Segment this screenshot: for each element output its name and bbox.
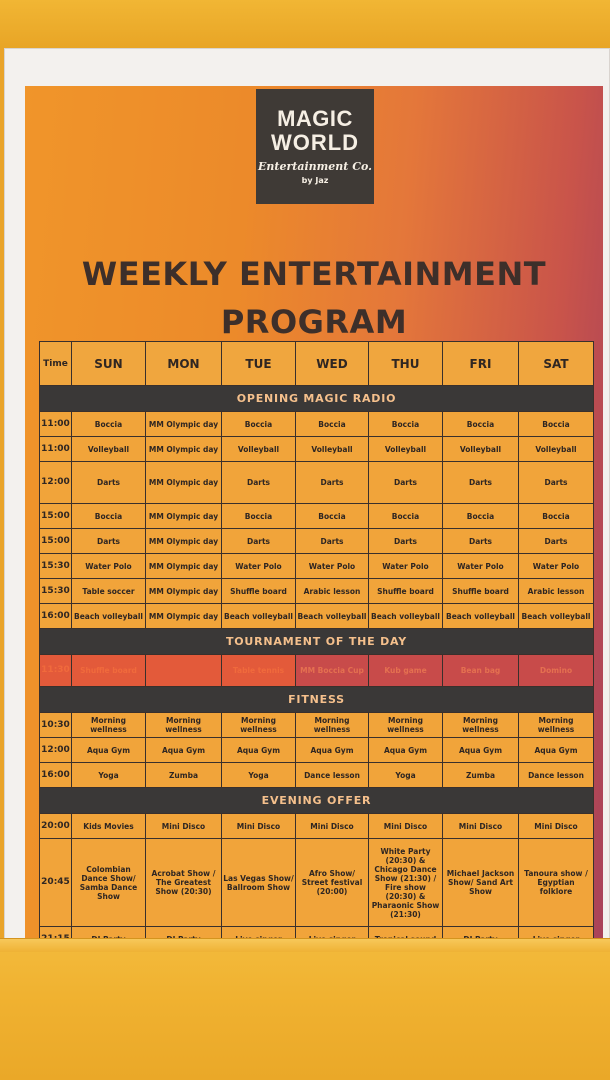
activity-cell: MM Olympic day bbox=[146, 412, 222, 437]
activity-cell: MM Olympic day bbox=[146, 579, 222, 604]
activity-cell: Darts bbox=[443, 462, 519, 504]
activity-cell: Tanoura show / Egyptian folklore bbox=[519, 839, 594, 927]
schedule-row bbox=[40, 839, 594, 927]
activity-cell: Aqua Gym bbox=[369, 738, 443, 763]
activity-cell: Darts bbox=[222, 529, 296, 554]
activity-cell: Water Polo bbox=[369, 554, 443, 579]
header-day: TUE bbox=[222, 342, 296, 386]
schedule-row bbox=[40, 655, 594, 687]
activity-cell: Mini Disco bbox=[222, 814, 296, 839]
activity-cell: Arabic lesson bbox=[296, 579, 369, 604]
activity-cell: Kub game bbox=[369, 655, 443, 687]
activity-cell: Beach volleyball bbox=[222, 604, 296, 629]
activity-cell: Arabic lesson bbox=[519, 579, 594, 604]
activity-cell: MM Olympic day bbox=[146, 554, 222, 579]
activity-cell: Mini Disco bbox=[519, 814, 594, 839]
activity-cell: Aqua Gym bbox=[146, 738, 222, 763]
activity-cell: Beach volleyball bbox=[519, 604, 594, 629]
time-cell: 16:00 bbox=[40, 763, 72, 788]
activity-cell: Yoga bbox=[222, 763, 296, 788]
activity-cell: Water Polo bbox=[443, 554, 519, 579]
time-cell: 11:00 bbox=[40, 412, 72, 437]
time-cell: 15:30 bbox=[40, 579, 72, 604]
activity-cell: MM Olympic day bbox=[146, 604, 222, 629]
schedule-row bbox=[40, 504, 594, 529]
section-header-row bbox=[40, 629, 594, 655]
activity-cell: Darts bbox=[443, 529, 519, 554]
activity-cell: Morning wellness bbox=[72, 713, 146, 738]
schedule-row bbox=[40, 713, 594, 738]
schedule-row bbox=[40, 738, 594, 763]
activity-cell: Michael Jackson Show/ Sand Art Show bbox=[443, 839, 519, 927]
activity-cell: Morning wellness bbox=[146, 713, 222, 738]
schedule-row bbox=[40, 814, 594, 839]
activity-cell: MM Olympic day bbox=[146, 504, 222, 529]
activity-cell: Aqua Gym bbox=[443, 738, 519, 763]
activity-cell: Kids Movies bbox=[72, 814, 146, 839]
activity-cell: MM Boccia Cup bbox=[296, 655, 369, 687]
schedule-row bbox=[40, 529, 594, 554]
activity-cell: Acrobat Show / The Greatest Show (20:30) bbox=[146, 839, 222, 927]
activity-cell: Morning wellness bbox=[296, 713, 369, 738]
activity-cell: Aqua Gym bbox=[296, 738, 369, 763]
activity-cell: Morning wellness bbox=[519, 713, 594, 738]
header-day: WED bbox=[296, 342, 369, 386]
activity-cell: Volleyball bbox=[222, 437, 296, 462]
activity-cell: Aqua Gym bbox=[72, 738, 146, 763]
activity-cell: Morning wellness bbox=[222, 713, 296, 738]
activity-cell: Boccia bbox=[222, 412, 296, 437]
activity-cell: Boccia bbox=[369, 412, 443, 437]
section-title: OPENING MAGIC RADIO bbox=[40, 386, 594, 412]
activity-cell: Mini Disco bbox=[443, 814, 519, 839]
activity-cell: Dance lesson bbox=[519, 763, 594, 788]
activity-cell: Boccia bbox=[369, 504, 443, 529]
activity-cell: Morning wellness bbox=[443, 713, 519, 738]
activity-cell: Darts bbox=[296, 462, 369, 504]
poster bbox=[25, 86, 603, 944]
activity-cell: Yoga bbox=[369, 763, 443, 788]
activity-cell: Aqua Gym bbox=[222, 738, 296, 763]
activity-cell: Zumba bbox=[443, 763, 519, 788]
header-day: FRI bbox=[443, 342, 519, 386]
logo-line-1: MAGIC bbox=[277, 106, 353, 131]
activity-cell: Colombian Dance Show/ Samba Dance Show bbox=[72, 839, 146, 927]
section-header-row bbox=[40, 788, 594, 814]
activity-cell: Mini Disco bbox=[296, 814, 369, 839]
activity-cell: Boccia bbox=[296, 412, 369, 437]
activity-cell: Darts bbox=[369, 529, 443, 554]
activity-cell: Aqua Gym bbox=[519, 738, 594, 763]
activity-cell: Yoga bbox=[72, 763, 146, 788]
activity-cell: Mini Disco bbox=[369, 814, 443, 839]
time-cell: 20:45 bbox=[40, 839, 72, 927]
activity-cell: Boccia bbox=[443, 504, 519, 529]
section-header-row bbox=[40, 687, 594, 713]
activity-cell: Table tennis bbox=[222, 655, 296, 687]
activity-cell: Boccia bbox=[222, 504, 296, 529]
activity-cell: Domino bbox=[519, 655, 594, 687]
activity-cell: Boccia bbox=[296, 504, 369, 529]
activity-cell: Water Polo bbox=[72, 554, 146, 579]
time-cell: 12:00 bbox=[40, 738, 72, 763]
schedule-row bbox=[40, 462, 594, 504]
activity-cell: Beach volleyball bbox=[296, 604, 369, 629]
activity-cell: Beach volleyball bbox=[443, 604, 519, 629]
activity-cell: Boccia bbox=[72, 504, 146, 529]
time-cell: 20:00 bbox=[40, 814, 72, 839]
activity-cell: Darts bbox=[72, 529, 146, 554]
activity-cell: Shuffle board bbox=[443, 579, 519, 604]
activity-cell: Shuffle board bbox=[72, 655, 146, 687]
activity-cell: Boccia bbox=[72, 412, 146, 437]
activity-cell: Boccia bbox=[519, 504, 594, 529]
activity-cell: Volleyball bbox=[296, 437, 369, 462]
schedule-row bbox=[40, 579, 594, 604]
activity-cell: Darts bbox=[222, 462, 296, 504]
schedule-row bbox=[40, 412, 594, 437]
header-day: THU bbox=[369, 342, 443, 386]
header-day: MON bbox=[146, 342, 222, 386]
activity-cell: Volleyball bbox=[72, 437, 146, 462]
activity-cell: Morning wellness bbox=[369, 713, 443, 738]
activity-cell: Shuffle board bbox=[222, 579, 296, 604]
time-cell: 15:00 bbox=[40, 504, 72, 529]
activity-cell: Darts bbox=[72, 462, 146, 504]
time-cell: 15:30 bbox=[40, 554, 72, 579]
activity-cell: Zumba bbox=[146, 763, 222, 788]
activity-cell: Darts bbox=[519, 462, 594, 504]
activity-cell: Boccia bbox=[519, 412, 594, 437]
activity-cell: Bean bag bbox=[443, 655, 519, 687]
activity-cell: Beach volleyball bbox=[369, 604, 443, 629]
time-cell: 16:00 bbox=[40, 604, 72, 629]
activity-cell: MM Olympic day bbox=[146, 529, 222, 554]
time-cell: 12:00 bbox=[40, 462, 72, 504]
logo-line-3: Entertainment Co. bbox=[258, 160, 372, 173]
activity-cell: Water Polo bbox=[296, 554, 369, 579]
section-title: EVENING OFFER bbox=[40, 788, 594, 814]
activity-cell: Table soccer bbox=[72, 579, 146, 604]
time-cell: 11:30 bbox=[40, 655, 72, 687]
section-title: FITNESS bbox=[40, 687, 594, 713]
activity-cell: Volleyball bbox=[443, 437, 519, 462]
header-row bbox=[40, 342, 594, 386]
activity-cell: Las Vegas Show/ Ballroom Show bbox=[222, 839, 296, 927]
header-day: SAT bbox=[519, 342, 594, 386]
display-frame-lip bbox=[0, 938, 610, 952]
display-frame-top bbox=[0, 0, 610, 48]
logo-line-2: WORLD bbox=[270, 130, 360, 155]
header-time: Time bbox=[40, 342, 72, 386]
activity-cell: Volleyball bbox=[519, 437, 594, 462]
activity-cell: Darts bbox=[296, 529, 369, 554]
activity-cell: Dance lesson bbox=[296, 763, 369, 788]
logo bbox=[256, 89, 374, 204]
section-header-row bbox=[40, 386, 594, 412]
activity-cell: MM Olympic day bbox=[146, 437, 222, 462]
time-cell: 10:30 bbox=[40, 713, 72, 738]
schedule-row bbox=[40, 604, 594, 629]
activity-cell: Afro Show/ Street festival (20:00) bbox=[296, 839, 369, 927]
schedule-row bbox=[40, 437, 594, 462]
activity-cell: Water Polo bbox=[519, 554, 594, 579]
activity-cell bbox=[146, 655, 222, 687]
title-line-2: PROGRAM bbox=[220, 303, 408, 341]
activity-cell: MM Olympic day bbox=[146, 462, 222, 504]
logo-line-4: by Jaz bbox=[301, 176, 329, 185]
activity-cell: Volleyball bbox=[369, 437, 443, 462]
paper-sheet bbox=[4, 48, 610, 940]
title-line-1: WEEKLY ENTERTAINMENT bbox=[81, 255, 547, 293]
display-frame-bottom bbox=[0, 938, 610, 1080]
schedule-table bbox=[39, 341, 594, 952]
activity-cell: White Party (20:30) & Chicago Dance Show (21:30) / Fire show (20:30) & Pharaonic Show (21:30) bbox=[369, 839, 443, 927]
activity-cell: Darts bbox=[519, 529, 594, 554]
activity-cell: Boccia bbox=[443, 412, 519, 437]
activity-cell: Shuffle board bbox=[369, 579, 443, 604]
schedule-row bbox=[40, 763, 594, 788]
header-day: SUN bbox=[72, 342, 146, 386]
activity-cell: Darts bbox=[369, 462, 443, 504]
time-cell: 15:00 bbox=[40, 529, 72, 554]
section-title: TOURNAMENT OF THE DAY bbox=[40, 629, 594, 655]
activity-cell: Beach volleyball bbox=[72, 604, 146, 629]
activity-cell: Water Polo bbox=[222, 554, 296, 579]
time-cell: 11:00 bbox=[40, 437, 72, 462]
schedule-row bbox=[40, 554, 594, 579]
activity-cell: Mini Disco bbox=[146, 814, 222, 839]
